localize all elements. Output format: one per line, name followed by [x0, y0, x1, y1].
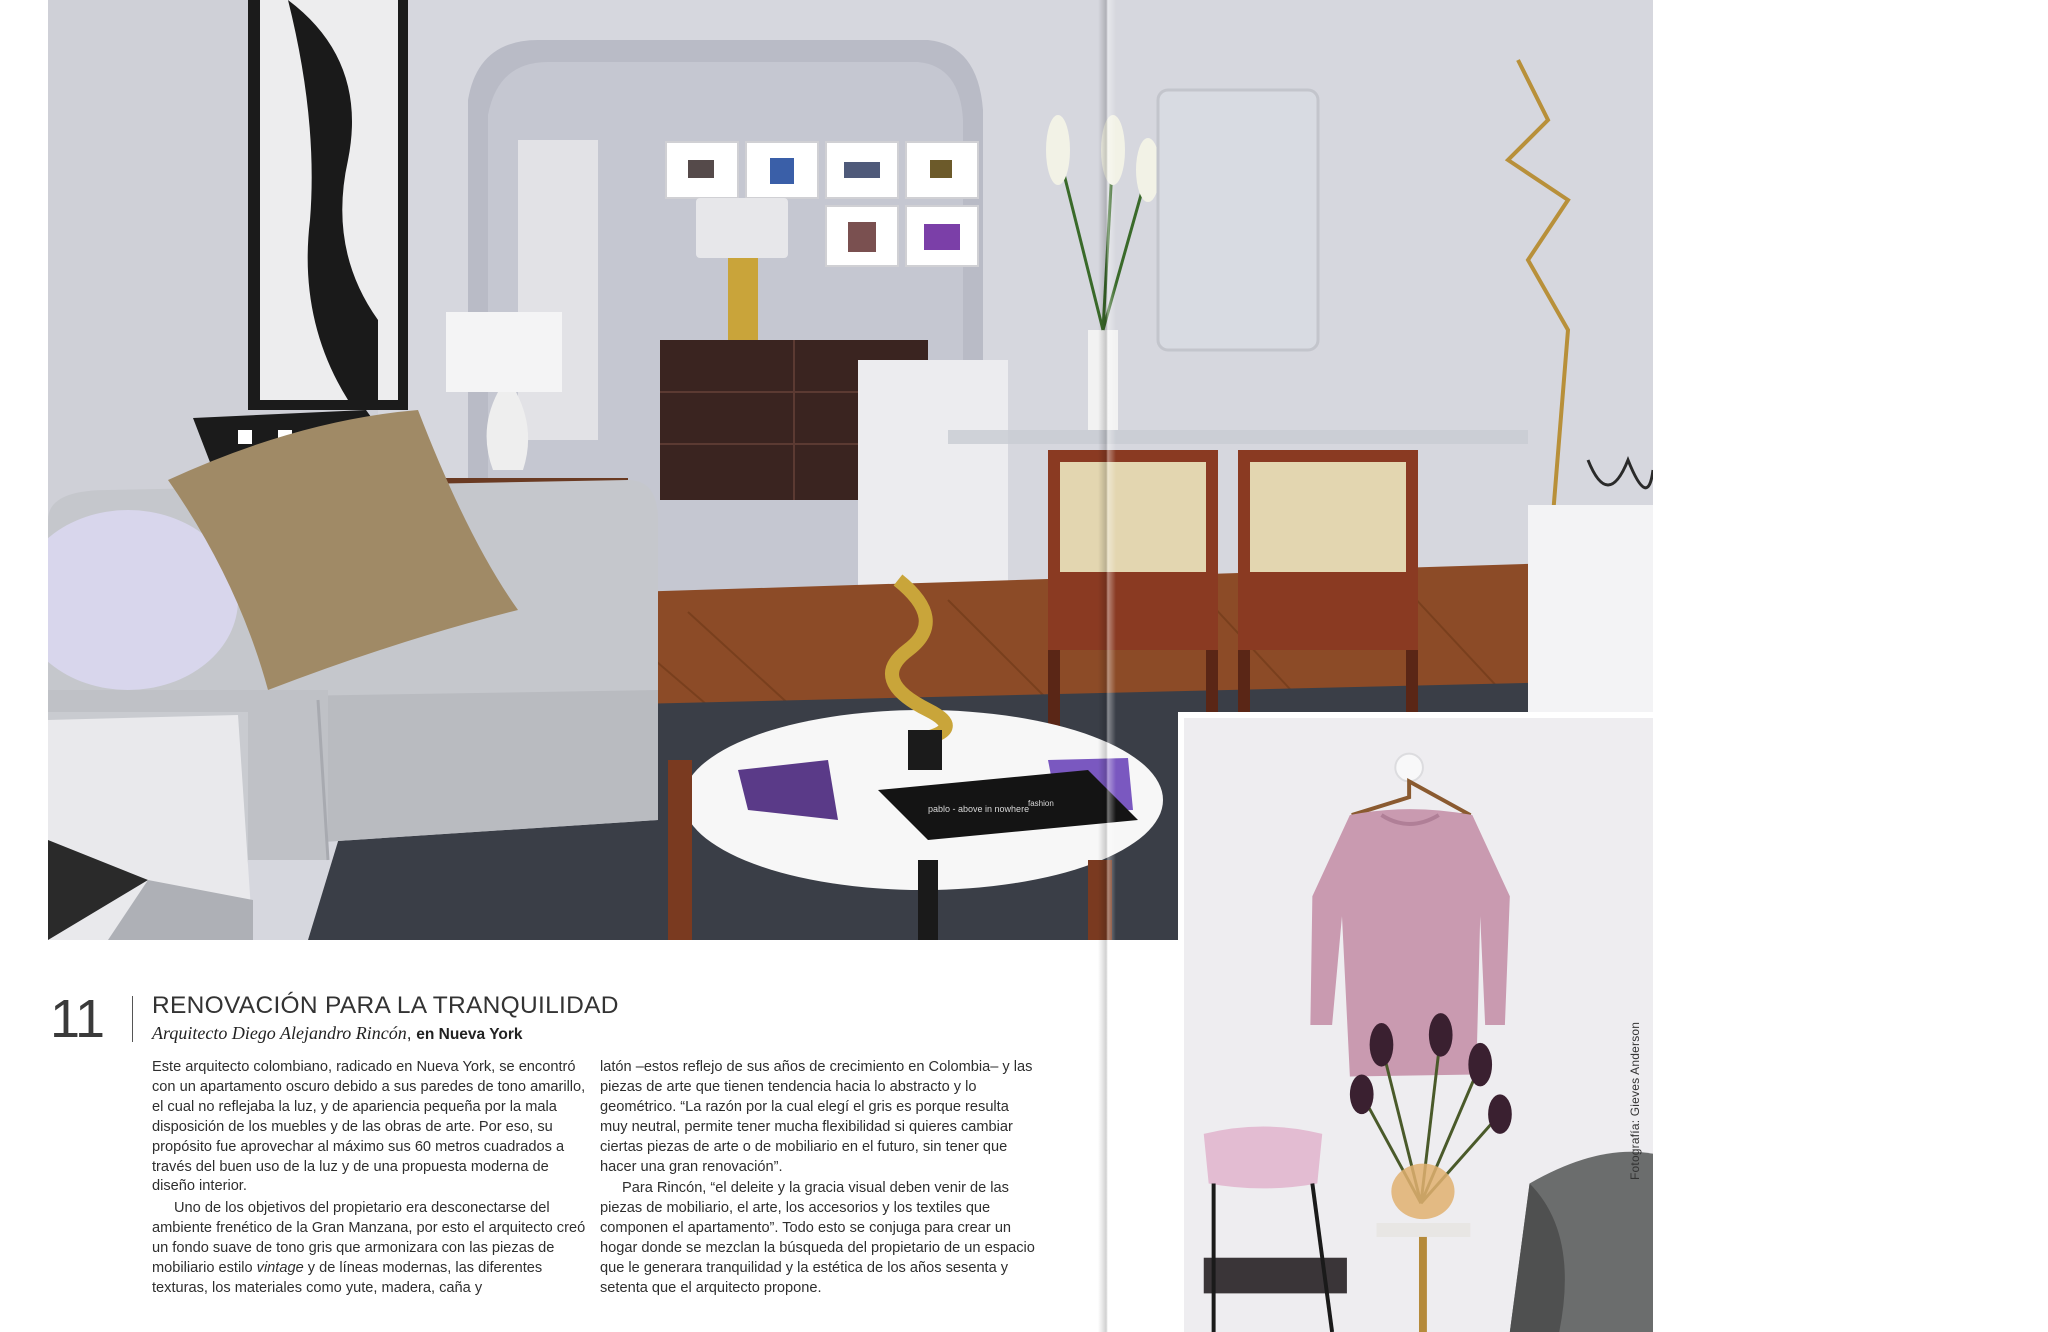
header-divider [132, 996, 133, 1042]
col1-p2-text-b: y de líneas modernas, las diferentes texturas, los materiales como yute, madera, caña y [152, 1260, 543, 1296]
bedroom-photo [1178, 712, 1653, 1332]
body-column-1 [152, 1058, 592, 1299]
photo-credit: Fotografía: Gieves Anderson [1628, 1021, 1642, 1180]
byline-location: en Nueva York [416, 1026, 523, 1043]
body-column-2 [600, 1058, 1040, 1299]
bedroom-illustration [1184, 718, 1653, 1332]
byline-separator: , [406, 1024, 417, 1043]
col1-p2-italic: vintage [256, 1260, 304, 1277]
byline-architect: Arquitecto Diego Alejandro Rincón [152, 1023, 407, 1043]
article-title: RENOVACIÓN PARA LA TRANQUILIDAD [152, 992, 619, 1019]
article-number: 11 [50, 989, 105, 1049]
col2-paragraph-2: Para Rincón, “el deleite y la gracia visual deben venir de las piezas de mobiliario, el arte, los accesorios y los textiles que componen el apartamento”. Todo esto se conjuga para crear un hogar donde se mezclan la búsqueda del propietario de un espacio que le generara tranquilidad y la estética de los años sesenta y setenta que el arquitecto propone. [600, 1180, 1035, 1296]
col1-paragraph-1: Este arquitecto colombiano, radicado en Nueva York, se encontró con un apartamento oscuro debido a sus paredes de tono amarillo, el cual no reflejaba la luz, y de apariencia pequeña por la mala disposición de los muebles y de las obras de arte. Por eso, su propósito fue aprovechar al máximo sus 60 metros cuadrados a través del buen uso de la luz y de una propuesta moderna de diseño interior. [152, 1059, 586, 1195]
col1-paragraph-2 [152, 1199, 592, 1299]
book-title: pablo - above in nowhere [928, 804, 1030, 814]
book-subtitle: fashion [1028, 799, 1054, 808]
article-byline [152, 1023, 523, 1044]
col2-paragraph-1: latón –estos reflejo de sus años de crecimiento en Colombia– y las piezas de arte que tienen tendencia hacia lo abstracto y lo geométrico. “La razón por la cual elegí el gris es porque resulta muy neutral, permite tener mucha flexibilidad si quieres cambiar ciertas piezas de arte o de mobiliario en el futuro, sin tener que hacer una gran renovación”. [600, 1059, 1033, 1175]
col1-p2-text-a: Uno de los objetivos del propietario era desconectarse del ambiente frenético de la Gran Manzana, por esto el arquitecto creó un fondo suave de tono gris que armonizara con las piezas de mobiliario estilo [152, 1200, 586, 1277]
